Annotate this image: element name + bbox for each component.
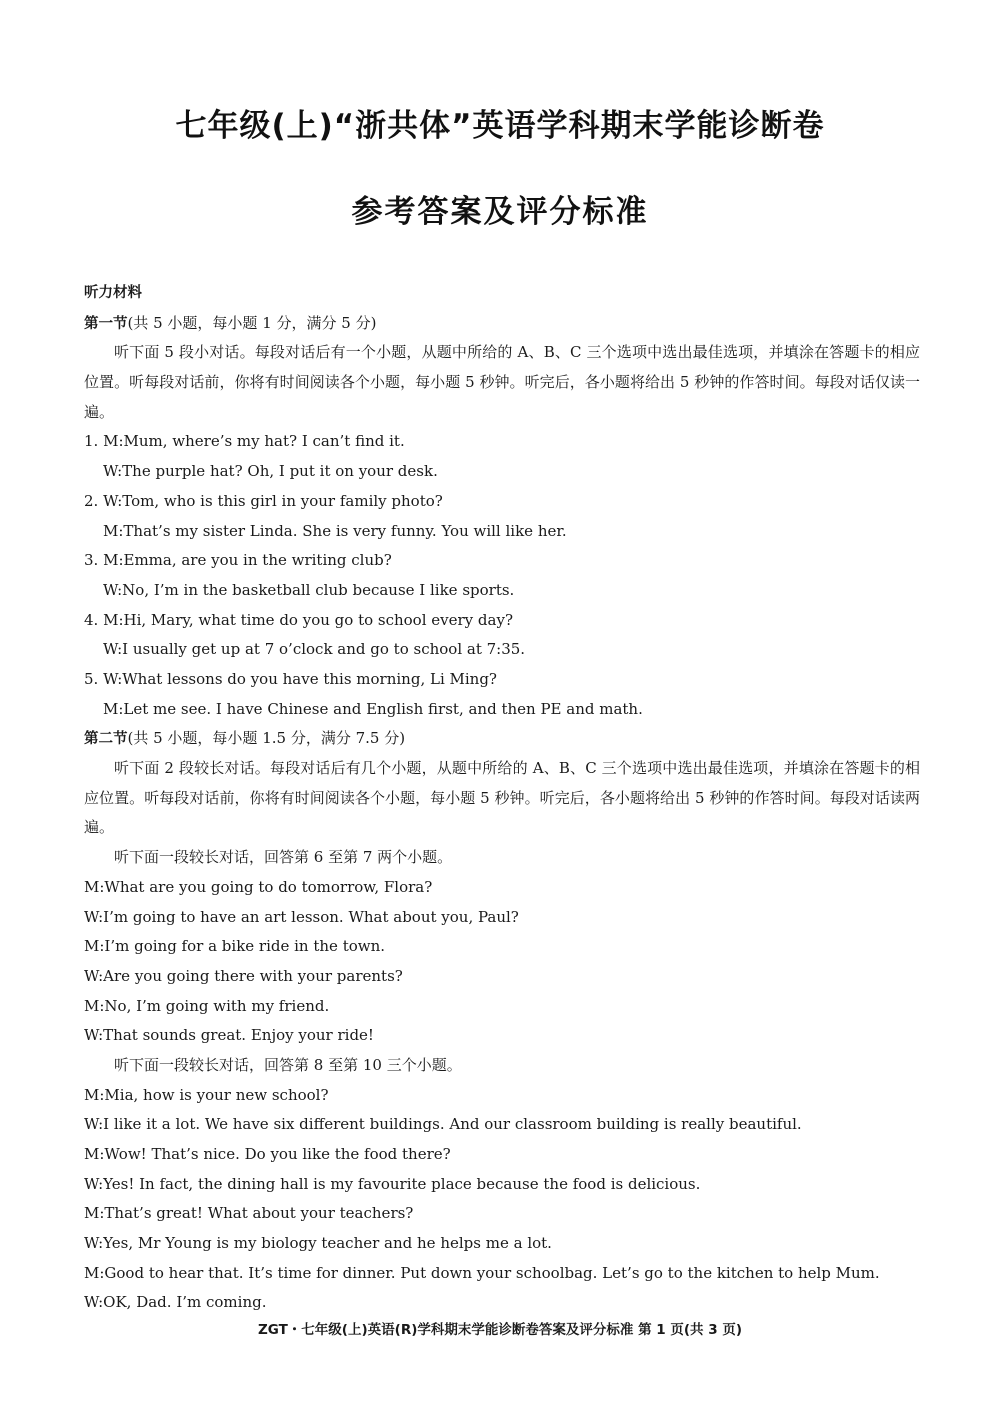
dialogue-line: W:I usually get up at 7 o’clock and go to school at 7:35.	[103, 640, 526, 659]
dialogue-line: M:That’s my sister Linda. She is very funny. You will like her.	[103, 521, 567, 540]
dialogue-line: M:That’s great! What about your teachers?	[84, 1204, 414, 1223]
dialogue-intro: 听下面一段较长对话，回答第 6 至第 7 两个小题。	[114, 848, 453, 867]
dialogue-line: M:Good to hear that. It’s time for dinner. Put down your schoolbag. Let’s go to the kitchen to help Mum.	[84, 1263, 880, 1282]
section1-info: (共 5 小题，每小题 1 分，满分 5 分)	[127, 313, 377, 332]
dialogue-line: W:Are you going there with your parents?	[84, 966, 403, 985]
dialogue-line: W:OK, Dad. I’m coming.	[84, 1293, 267, 1312]
section2-instructions: 听下面 2 段较长对话。每段对话后有几个小题，从题中所给的 A、B、C 三个选项中选出最佳选项，并填涂在答题卡的相应位置。听每段对话前，你将有时间阅读各个小题，每小题 5 秒钟。听完后，各小题将给出 5 秒钟的作答时间。每段对话读两遍。	[84, 759, 920, 837]
dialogue-line: W:The purple hat? Oh, I put it on your desk.	[103, 462, 438, 481]
dialogue-intro: 听下面一段较长对话，回答第 8 至第 10 三个小题。	[114, 1055, 462, 1074]
dialogue-line: 3. M:Emma, are you in the writing club?	[84, 551, 392, 570]
dialogue-line: 2. W:Tom, who is this girl in your family photo?	[84, 491, 443, 510]
section2-label: 第二节	[84, 731, 128, 748]
dialogue-line: W:I’m going to have an art lesson. What about you, Paul?	[84, 907, 519, 926]
section1-label: 第一节	[84, 315, 128, 332]
page-footer: ZGT・七年级(上)英语(R)学科期末学能诊断卷答案及评分标准 第 1 页(共 3 页)	[257, 1322, 743, 1338]
section1-dialogues	[84, 427, 920, 724]
dialogue-line: M:No, I’m going with my friend.	[84, 996, 330, 1015]
answer-content	[84, 279, 920, 1318]
dialogue-line: W:That sounds great. Enjoy your ride!	[84, 1026, 374, 1045]
dialogue-line: M:Mia, how is your new school?	[84, 1085, 329, 1104]
section2-dialogue-1	[84, 873, 920, 1051]
dialogue-line: 4. M:Hi, Mary, what time do you go to school every day?	[84, 610, 513, 629]
section1-header	[84, 309, 920, 339]
document-title: 七年级(上)“浙共体”英语学科期末学能诊断卷	[175, 108, 825, 144]
listening-heading: 听力材料	[84, 285, 142, 301]
section2-info: (共 5 小题，每小题 1.5 分，满分 7.5 分)	[127, 729, 406, 748]
dialogue-line: W:Yes! In fact, the dining hall is my favourite place because the food is delicious.	[84, 1174, 701, 1193]
dialogue-line: M:What are you going to do tomorrow, Flora?	[84, 877, 433, 896]
dialogue-line: 5. W:What lessons do you have this morning, Li Ming?	[84, 669, 497, 688]
dialogue-line: M:I’m going for a bike ride in the town.	[84, 937, 386, 956]
dialogue-line: W:Yes, Mr Young is my biology teacher and he helps me a lot.	[84, 1234, 552, 1253]
dialogue-line: W:No, I’m in the basketball club because I like sports.	[103, 580, 515, 599]
section2-dialogue-2	[84, 1081, 920, 1319]
dialogue-line: W:I like it a lot. We have six different buildings. And our classroom building is really beautiful.	[84, 1115, 802, 1134]
section1-instructions: 听下面 5 段小对话。每段对话后有一个小题，从题中所给的 A、B、C 三个选项中选出最佳选项，并填涂在答题卡的相应位置。听每段对话前，你将有时间阅读各个小题，每小题 5 秒钟。听完后，各小题将给出 5 秒钟的作答时间。每段对话仅读一遍。	[84, 343, 920, 421]
dialogue-line: M:Let me see. I have Chinese and English first, and then PE and math.	[103, 699, 643, 718]
dialogue-line: M:Wow! That’s nice. Do you like the food there?	[84, 1145, 451, 1164]
section2-header	[84, 724, 920, 754]
dialogue-line: 1. M:Mum, where’s my hat? I can’t find it.	[84, 432, 405, 451]
document-subtitle: 参考答案及评分标准	[351, 194, 649, 230]
